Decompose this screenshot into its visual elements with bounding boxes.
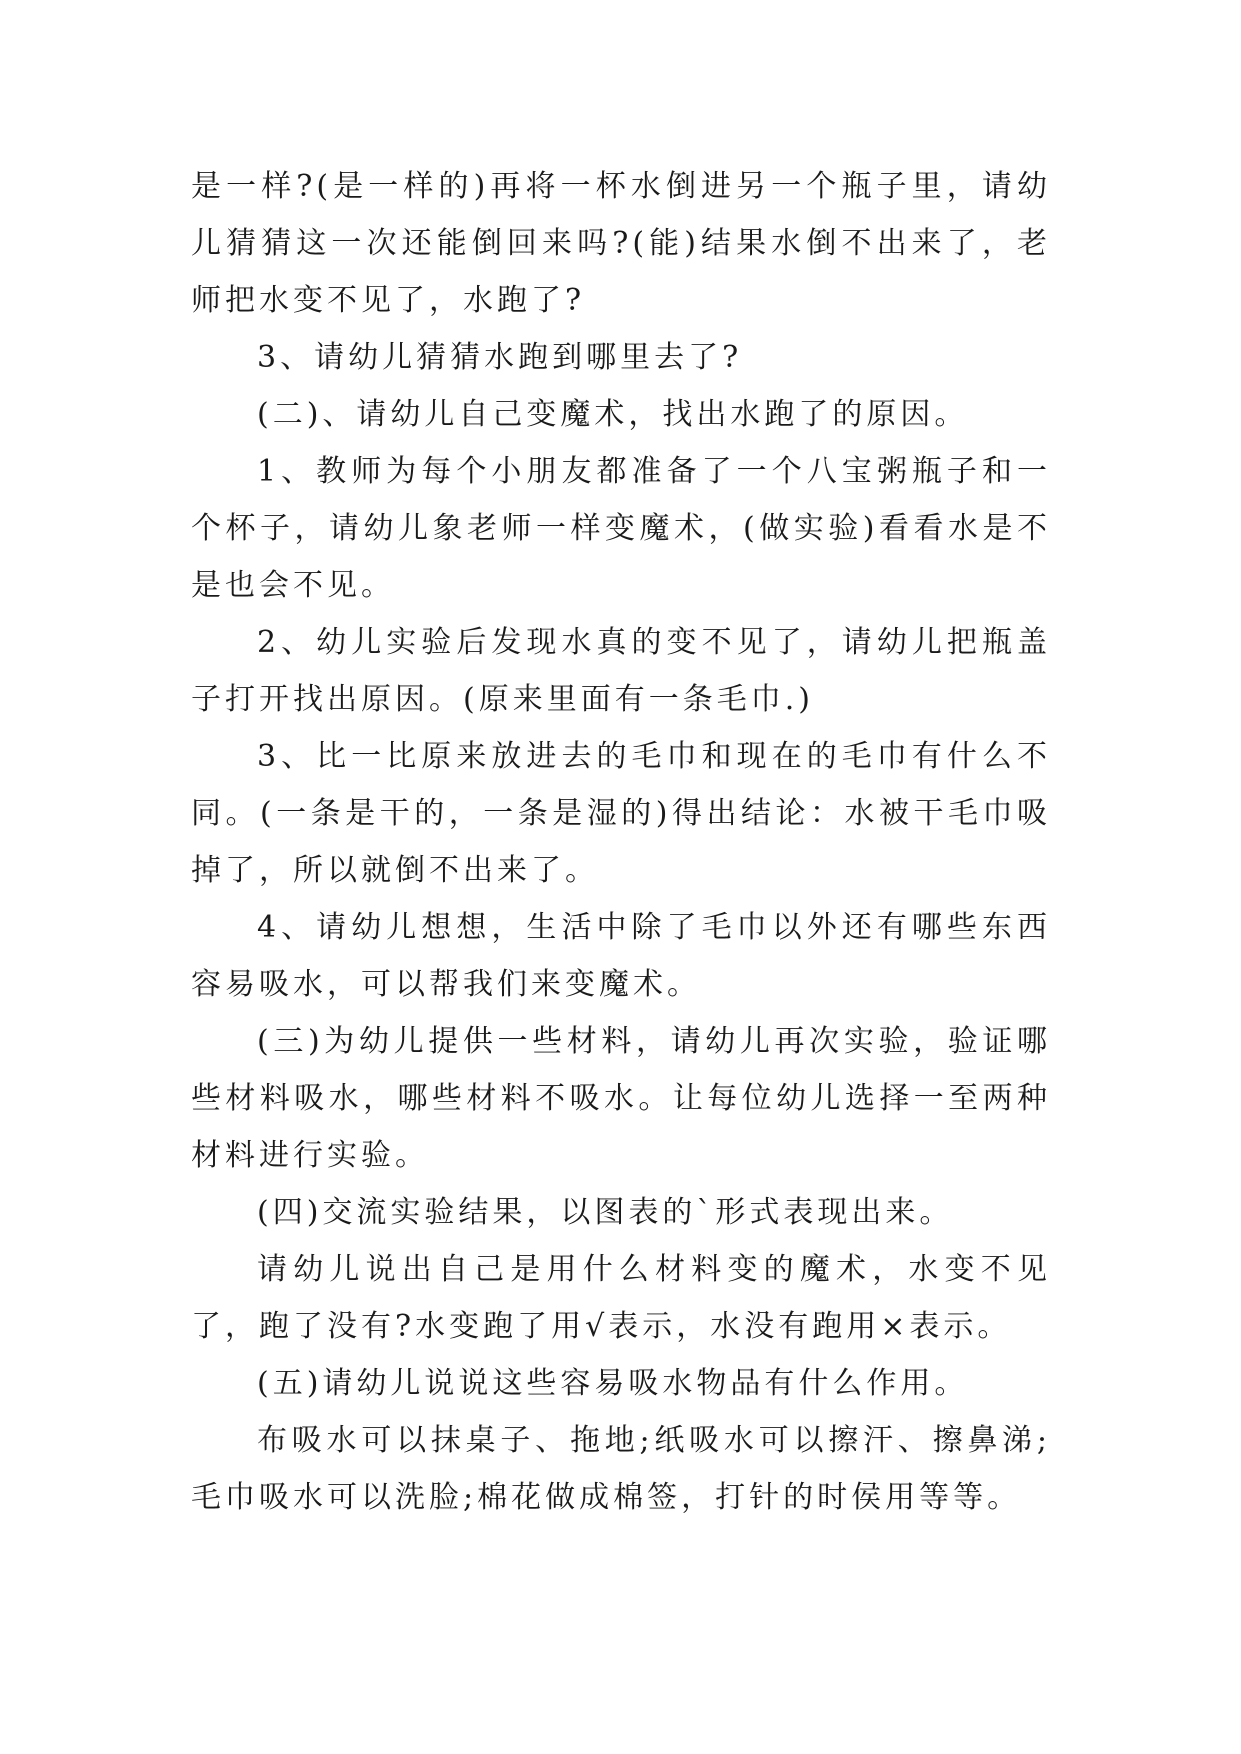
paragraph-section-4-detail: 请幼儿说出自己是用什么材料变的魔术，水变不见了，跑了没有?水变跑了用√表示，水没有跑用×表示。 — [191, 1252, 1051, 1344]
document-body — [191, 158, 1051, 1526]
paragraph-continuation: 是一样?(是一样的)再将一杯水倒进另一个瓶子里，请幼儿猜猜这一次还能倒回来吗?(能)结果水倒不出来了，老师把水变不见了，水跑了? — [191, 169, 1051, 318]
paragraph-section-3: (三)为幼儿提供一些材料，请幼儿再次实验，验证哪些材料吸水，哪些材料不吸水。让每位幼儿选择一至两种材料进行实验。 — [191, 1024, 1051, 1173]
paragraph-step-3-guess: 3、请幼儿猜猜水跑到哪里去了? — [257, 340, 743, 375]
paragraph-step-4: 4、请幼儿想想，生活中除了毛巾以外还有哪些东西容易吸水，可以帮我们来变魔术。 — [191, 910, 1051, 1002]
paragraph-step-3-compare: 3、比一比原来放进去的毛巾和现在的毛巾有什么不同。(一条是干的，一条是湿的)得出结论：水被干毛巾吸掉了，所以就倒不出来了。 — [191, 739, 1051, 888]
paragraph-step-2: 2、幼儿实验后发现水真的变不见了，请幼儿把瓶盖子打开找出原因。(原来里面有一条毛巾.) — [191, 625, 1051, 717]
paragraph-section-5: (五)请幼儿说说这些容易吸水物品有什么作用。 — [257, 1366, 969, 1401]
paragraph-section-4: (四)交流实验结果，以图表的`形式表现出来。 — [257, 1195, 954, 1230]
paragraph-step-1: 1、教师为每个小朋友都准备了一个八宝粥瓶子和一个杯子，请幼儿象老师一样变魔术，(做实验)看看水是不是也会不见。 — [191, 454, 1051, 603]
paragraph-section-5-detail: 布吸水可以抹桌子、拖地;纸吸水可以擦汗、擦鼻涕;毛巾吸水可以洗脸;棉花做成棉签，打针的时侯用等等。 — [191, 1423, 1051, 1515]
paragraph-section-2-heading: (二)、请幼儿自己变魔术，找出水跑了的原因。 — [257, 397, 969, 432]
